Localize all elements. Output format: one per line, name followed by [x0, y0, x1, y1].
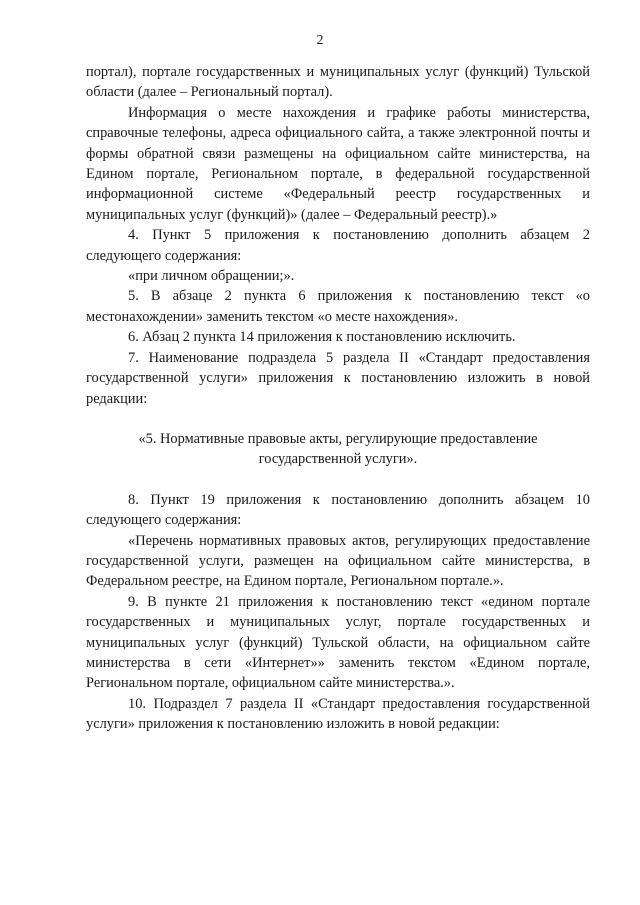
subsection-heading-5: «5. Нормативные правовые акты, регулирующие предоставление государственной услуги».	[138, 430, 538, 468]
paragraph-item-9: 9. В пункте 21 приложения к постановлению текст «едином портале государственных и муниципальных услуг, портале государственных и муниципальных услуг (функций) Тульской области, на официальном сайте министерства в сети «Интернет»» заменить текстом «Едином портале, Региональном портале, официальном сайте министерства.».	[86, 593, 590, 692]
paragraph-item-4-quote: «при личном обращении;».	[128, 268, 295, 285]
paragraph-info-location: Информация о месте нахождения и графике работы министерства, справочные телефоны, адреса официального сайта, а также электронной почты и формы обратной связи размещены на официальном сайте министерства, на Едином портале, Региональном портале, в федеральной государственной информационной системе «Федеральный реестр государственных и муниципальных услуг (функций)» (далее – Федеральный реестр).»	[86, 104, 590, 223]
paragraph-portal-continuation: портал), портале государственных и муниципальных услуг (функций) Тульской области (далее – Региональный портал).	[86, 64, 590, 101]
paragraph-item-7: 7. Наименование подраздела 5 раздела II «Стандарт предоставления государственной услуги» приложения к постановлению изложить в новой редакции:	[86, 349, 590, 407]
paragraph-item-8-quote: «Перечень нормативных правовых актов, регулирующих предоставление государственной услуги, размещен на официальном сайте министерства, в Федеральном реестре, на Едином портале, Региональном портале.».	[86, 532, 590, 590]
document-body	[86, 62, 590, 735]
paragraph-item-5: 5. В абзаце 2 пункта 6 приложения к постановлению текст «о местонахождении» заменить текстом «о месте нахождения».	[86, 288, 590, 325]
paragraph-item-6: 6. Абзац 2 пункта 14 приложения к постановлению исключить.	[128, 329, 516, 346]
paragraph-item-8: 8. Пункт 19 приложения к постановлению дополнить абзацем 10 следующего содержания:	[86, 491, 590, 529]
paragraph-item-10: 10. Подраздел 7 раздела II «Стандарт предоставления государственной услуги» приложения к постановлению изложить в новой редакции:	[86, 695, 590, 733]
page-number: 2	[316, 33, 324, 48]
paragraph-item-4: 4. Пункт 5 приложения к постановлению дополнить абзацем 2 следующего содержания:	[86, 227, 590, 264]
